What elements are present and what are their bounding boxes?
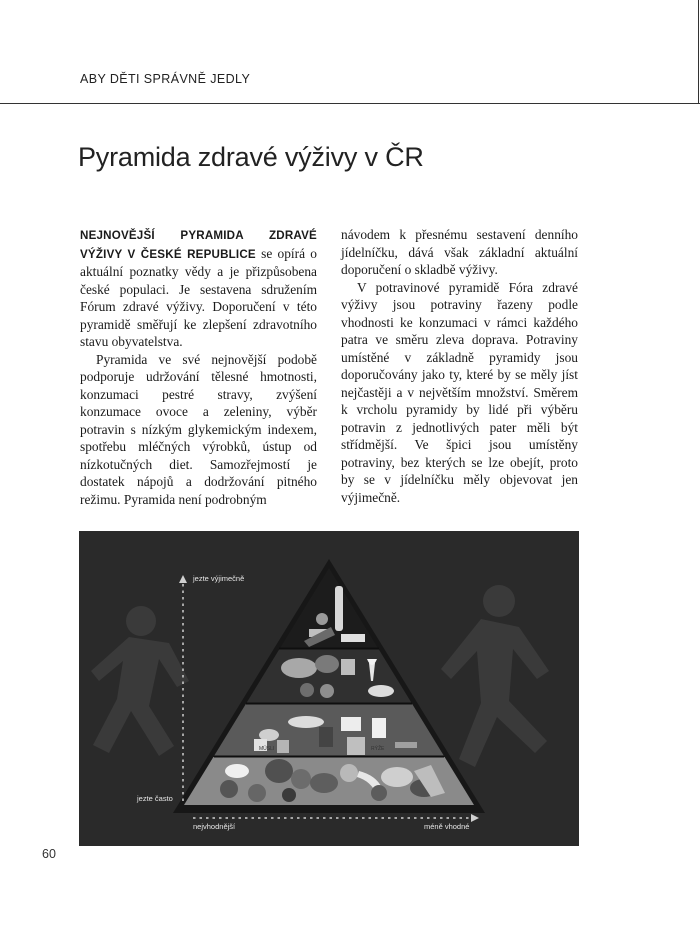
package-label: RÝŽE [371, 746, 385, 752]
text-column-right [341, 226, 578, 506]
paragraph [80, 226, 317, 351]
label-eat-often: jezte často [137, 794, 173, 803]
label-less-suitable: méně vhodné [424, 822, 470, 831]
page-title: Pyramida zdravé výživy v ČR [78, 142, 424, 172]
header-rule [0, 103, 700, 104]
package-label: MÜSLI [259, 746, 275, 752]
food-pyramid-illustration [79, 531, 579, 846]
text-column-left [80, 226, 317, 508]
paragraph-text: se opírá o aktuální poznatky vědy a je přizpůsobena české populaci. Je sestavena sdružením Fórum zdravé výživy. Doporučení v této pyramidě směřují ke zlepšení zdravotního stavu obyvatelstva. [80, 245, 317, 349]
label-most-suitable: nejvhodnější [193, 822, 236, 831]
paragraph: Pyramida ve své nejnovější podobě podporuje udržování tělesné hmotnosti, konzumaci pestré stravy, zvýšení konzumace ovoce a zeleniny, výběr potravin s nízkým glykemickým indexem, spotřebu mléčných výrobků, ústup od nízkotučných diet. Samozřejmostí je dostatek nápojů a dodržování pitného režimu. Pyramida není podrobným [80, 351, 317, 507]
food-pyramid-figure [79, 531, 579, 846]
page-edge-line [698, 0, 699, 104]
lead-in: NEJNOVĚJŠÍ PYRAMIDA ZDRAVÉ VÝŽIVY V ČESKÉ REPUBLICE [80, 229, 317, 261]
paragraph: návodem k přesnému sestavení denního jídelníčku, dává však základní aktuální doporučení o skladbě výživy. [341, 227, 578, 277]
paragraph: V potravinové pyramidě Fóra zdravé výživy jsou potraviny řazeny podle vhodnosti ke konzumaci v rámci každého patra ve směru zleva doprava. Potraviny umístěné v základně pyramidy jsou doporučovány jako ty, které by se měly jíst nejčastěji a v největším množství. Směrem k vrcholu pyramidy by lidé při výběru potravin z jednotlivých pater měli být střídmější. Ve špici jsou umístěny potraviny, bez kterých se lze obejít, proto by se v jídelníčku měly objevovat jen výjimečně. [341, 279, 578, 505]
running-header: ABY DĚTI SPRÁVNĚ JEDLY [80, 72, 251, 86]
page-number: 60 [42, 847, 56, 861]
label-eat-rarely: jezte výjimečně [193, 574, 245, 583]
